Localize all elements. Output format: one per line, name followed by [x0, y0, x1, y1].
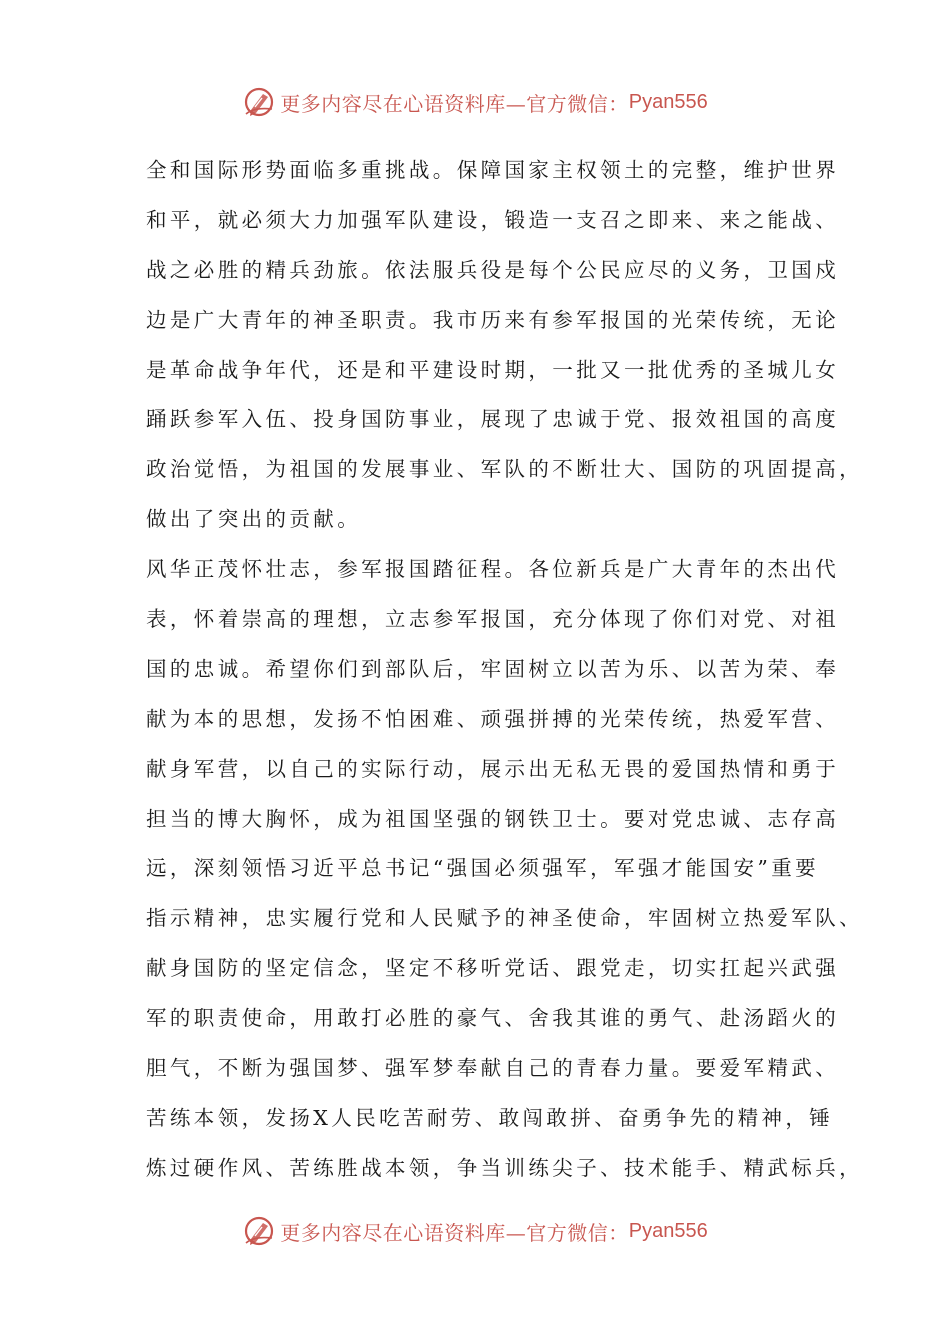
footer-watermark-banner — [0, 1209, 950, 1253]
body-line: 献身军营，以自己的实际行动，展示出无私无畏的爱国热情和勇于 — [146, 756, 840, 781]
body-line: 军的职责使命，用敢打必胜的豪气、舍我其谁的勇气、赴汤蹈火的 — [146, 1006, 840, 1031]
document-body — [146, 146, 863, 1194]
body-line: 远，深刻领悟习近平总书记“强国必须强军，军强才能国安”重要 — [146, 856, 820, 881]
body-line: 全和国际形势面临多重挑战。保障国家主权领土的完整，维护世界 — [146, 158, 840, 182]
body-line: 国的忠诚。希望你们到部队后，牢固树立以苦为乐、以苦为荣、奉 — [146, 656, 840, 681]
body-line: 边是广大青年的神圣职责。我市历来有参军报国的光荣传统，无论 — [146, 307, 840, 332]
body-line: 苦练本领，发扬X人民吃苦耐劳、敢闯敢拼、奋勇争先的精神，锤 — [146, 1105, 834, 1130]
body-line: 胆气，不断为强国梦、强军梦奉献自己的青春力量。要爱军精武、 — [146, 1056, 840, 1081]
body-line: 做出了突出的贡献。 — [146, 507, 362, 532]
watermark-text: 更多内容尽在心语资料库—官方微信： — [280, 91, 629, 116]
body-line: 风华正茂怀壮志，参军报国踏征程。各位新兵是广大青年的杰出代 — [146, 557, 840, 582]
pen-nib-logo-icon — [242, 1214, 276, 1248]
body-line: 和平，就必须大力加强军队建设，锻造一支召之即来、来之能战、 — [146, 207, 840, 232]
pen-nib-logo-icon — [242, 85, 276, 119]
watermark-wechat-id: Pyan556 — [628, 1219, 708, 1242]
body-line: 是革命战争年代，还是和平建设时期，一批又一批优秀的圣城儿女 — [146, 357, 840, 382]
body-line: 献身国防的坚定信念，坚定不移听党话、跟党走，切实扛起兴武强 — [146, 956, 840, 981]
watermark-text: 更多内容尽在心语资料库—官方微信： — [280, 1220, 629, 1245]
body-line: 担当的博大胸怀，成为祖国坚强的钢铁卫士。要对党忠诚、志存高 — [146, 806, 840, 831]
body-line: 指示精神，忠实履行党和人民赋予的神圣使命，牢固树立热爱军队、 — [146, 906, 863, 931]
body-line: 献为本的思想，发扬不怕困难、顽强拼搏的光荣传统，热爱军营、 — [146, 706, 840, 731]
body-line: 战之必胜的精兵劲旅。依法服兵役是每个公民应尽的义务，卫国戍 — [146, 257, 840, 282]
body-line: 炼过硬作风、苦练胜战本领，争当训练尖子、技术能手、精武标兵， — [146, 1155, 863, 1180]
body-line: 政治觉悟，为祖国的发展事业、军队的不断壮大、国防的巩固提高， — [146, 457, 863, 482]
header-watermark-banner — [0, 80, 950, 124]
watermark-wechat-id: Pyan556 — [628, 90, 708, 113]
body-line: 踊跃参军入伍、投身国防事业，展现了忠诚于党、报效祖国的高度 — [146, 407, 840, 432]
body-line: 表，怀着崇高的理想，立志参军报国，充分体现了你们对党、对祖 — [146, 607, 840, 632]
